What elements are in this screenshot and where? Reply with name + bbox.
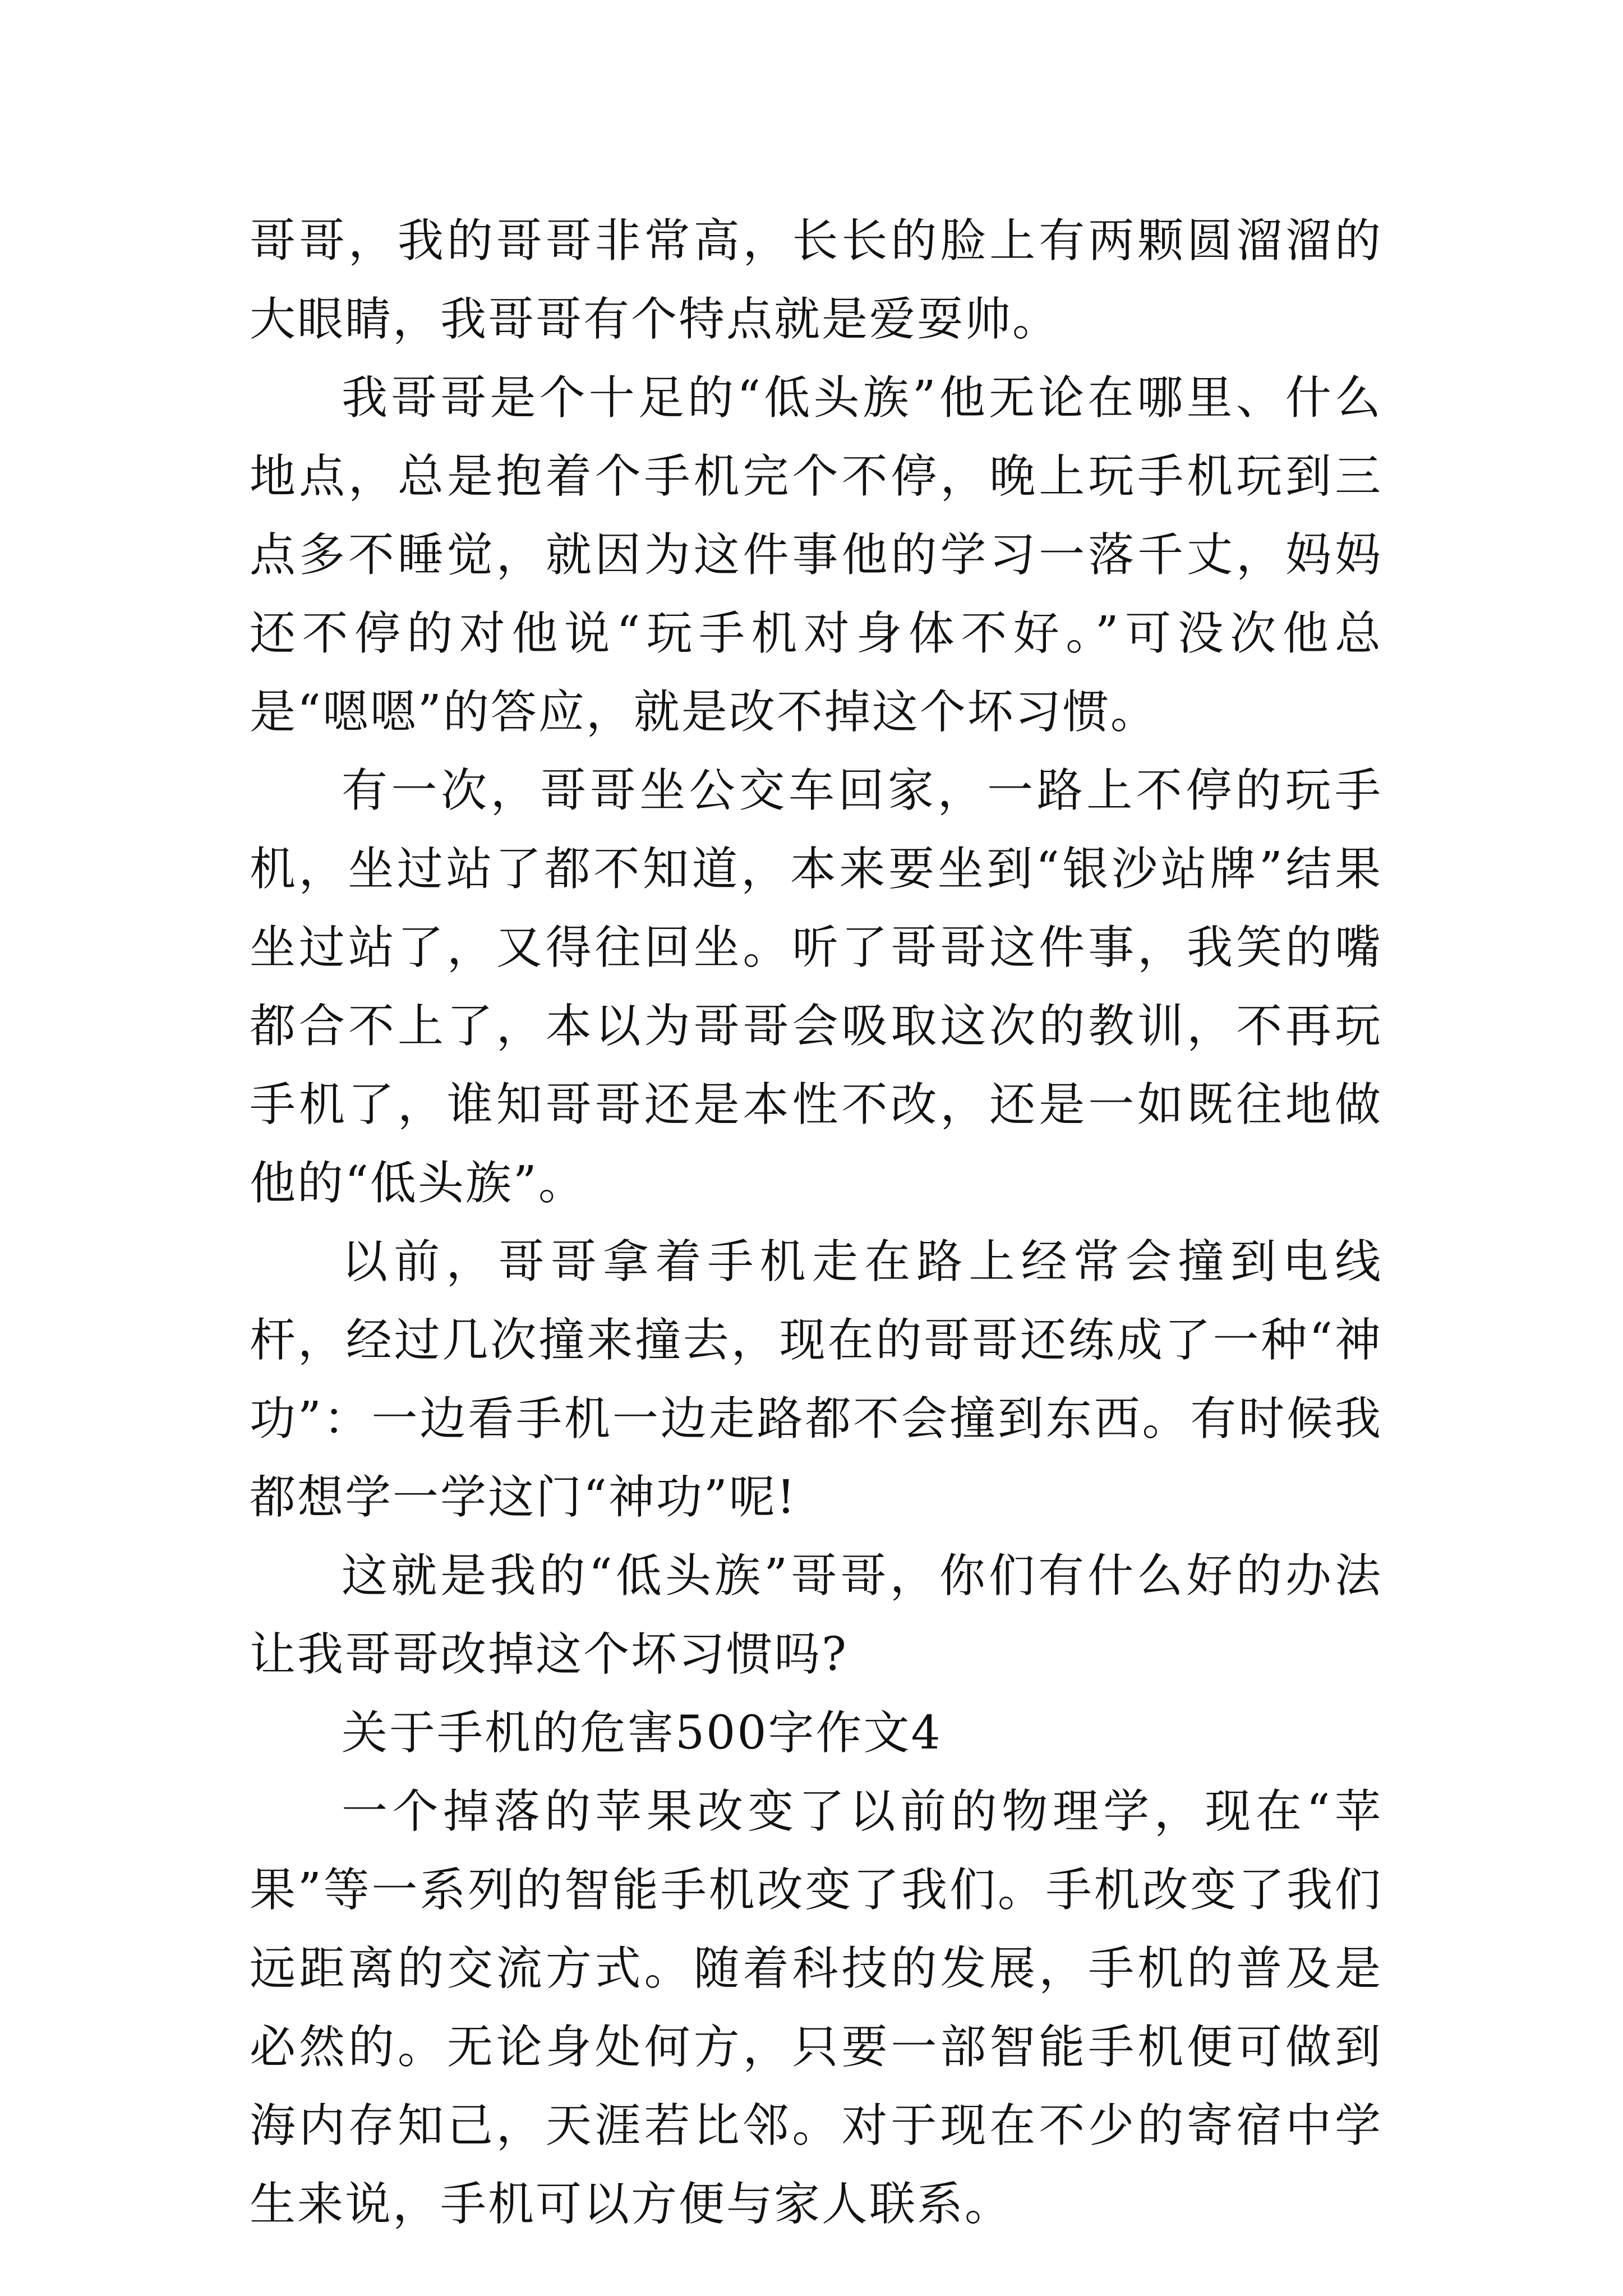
document-body [250, 202, 1382, 2244]
paragraph-3: 有一次，哥哥坐公交车回家，一路上不停的玩手机，坐过站了都不知道，本来要坐到“银沙站牌”结果坐过站了，又得往回坐。听了哥哥这件事，我笑的嘴都合不上了，本以为哥哥会吸取这次的教训，不再玩手机了，谁知哥哥还是本性不改，还是一如既往地做他的“低头族”。 [250, 764, 1382, 1210]
paragraph-6: 一个掉落的苹果改变了以前的物理学，现在“苹果”等一系列的智能手机改变了我们。手机改变了我们远距离的交流方式。随着科技的发展，手机的普及是必然的。无论身处何方，只要一部智能手机便可做到海内存知己，天涯若比邻。对于现在不少的寄宿中学生来说，手机可以方便与家人联系。 [250, 1785, 1382, 2231]
paragraph-4: 以前，哥哥拿着手机走在路上经常会撞到电线杆，经过几次撞来撞去，现在的哥哥还练成了一种“神功”：一边看手机一边走路都不会撞到东西。有时候我都想学一学这门“神功”呢! [250, 1235, 1382, 1524]
section-title: 关于手机的危害500字作文4 [342, 1706, 942, 1760]
paragraph-5: 这就是我的“低头族”哥哥，你们有什么好的办法让我哥哥改掉这个坏习惯吗? [250, 1549, 1382, 1681]
paragraph-2: 我哥哥是个十足的“低头族”他无论在哪里、什么地点，总是抱着个手机完个不停，晚上玩手机玩到三点多不睡觉，就因为这件事他的学习一落千丈，妈妈还不停的对他说“玩手机对身体不好。”可没次他总是“嗯嗯”的答应，就是改不掉这个坏习惯。 [250, 371, 1382, 739]
paragraph-1: 哥哥，我的哥哥非常高，长长的脸上有两颗圆溜溜的大眼睛，我哥哥有个特点就是爱耍帅。 [250, 214, 1382, 346]
